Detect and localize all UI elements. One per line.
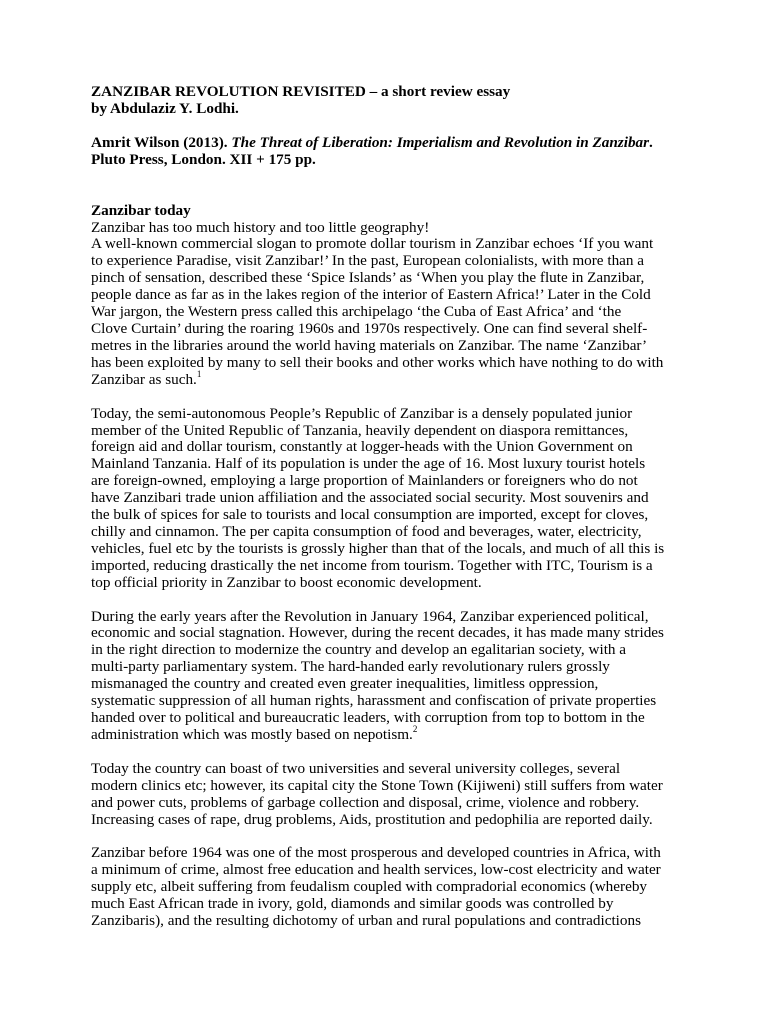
text-line: Zanzibar as such. — [91, 370, 197, 388]
text-line: imported, reducing drastically the net income from tourism. Together with ITC, Tourism is a — [91, 556, 653, 574]
text-line: member of the United Republic of Tanzania, heavily dependent on diaspora remittances, — [91, 421, 629, 439]
section-heading: Zanzibar today — [91, 201, 191, 219]
citation-book-title: The Threat of Liberation: Imperialism and Revolution in Zanzibar — [231, 133, 650, 151]
text-line: Today the country can boast of two universities and several university colleges, several — [91, 759, 621, 777]
text-line: Clove Curtain’ during the roaring 1960s and 1970s respectively. One can find several shelf- — [91, 319, 648, 337]
text-line: to experience Paradise, visit Zanzibar!’ In the past, European colonialists, with more than a — [91, 252, 645, 270]
text-line: administration which was mostly based on nepotism. — [91, 725, 413, 743]
text-line: top official priority in Zanzibar to boost economic development. — [91, 573, 482, 591]
text-line: metres in the libraries around the world having materials on Zanzibar. The name ‘Zanzibar’ — [91, 336, 648, 354]
text-line: Zanzibar before 1964 was one of the most prosperous and developed countries in Africa, with — [91, 844, 661, 862]
text-line: the bulk of spices for sale to tourists and local consumption are imported, except for cloves, — [91, 506, 649, 524]
title-line: ZANZIBAR REVOLUTION REVISITED – a short review essay — [91, 83, 511, 100]
text-line: supply etc, albeit suffering from feudalism coupled with compradorial economics (whereby — [91, 878, 648, 896]
text-line: vehicles, fuel etc by the tourists is grossly higher than that of the locals, and much of all this is — [91, 539, 665, 557]
text-line: people dance as far as in the lakes region of the interior of Eastern Africa!’ Later in the Cold — [91, 286, 651, 304]
text-line: A well-known commercial slogan to promote dollar tourism in Zanzibar echoes ‘If you want — [91, 235, 654, 253]
citation-publisher: Pluto Press, London. XII + 175 pp. — [91, 150, 316, 168]
text-line: and power cuts, problems of garbage collection and disposal, crime, violence and robbery. — [91, 793, 640, 811]
citation-author-year: Amrit Wilson (2013). — [91, 133, 232, 151]
text-line: Zanzibaris), and the resulting dichotomy of urban and rural populations and contradictions — [91, 912, 641, 930]
citation-title-period: . — [649, 133, 653, 151]
text-line: War jargon, the Western press called this archipelago ‘the Cuba of East Africa’ and ‘the — [91, 303, 622, 321]
text-line: systematic suppression of all human rights, harassment and confiscation of private properties — [91, 692, 657, 710]
text-line: During the early years after the Revolution in January 1964, Zanzibar experienced political, — [91, 607, 649, 625]
text-line: are foreign-owned, employing a large proportion of Mainlanders or foreigners who do not — [91, 472, 638, 490]
text-line: economic and social stagnation. However, during the recent decades, it has made many strides — [91, 624, 664, 642]
footnote-ref-2[interactable]: 2 — [412, 723, 418, 734]
text-line: foreign aid and dollar tourism, constantly at logger-heads with the Union Government on — [91, 438, 633, 456]
text-line: Mainland Tanzania. Half of its population is under the age of 16. Most luxury tourist hotels — [91, 455, 646, 473]
text-line: Today, the semi-autonomous People’s Republic of Zanzibar is a densely populated junior — [91, 404, 633, 422]
text-line: have Zanzibari trade union affiliation and the associated social security. Most souvenirs and — [91, 489, 649, 507]
text-line: multi-party parliamentary system. The hard-handed early revolutionary rulers grossly — [91, 658, 610, 676]
paragraph-3 — [91, 609, 691, 744]
paragraph-5 — [91, 845, 691, 930]
text-line: pinch of sensation, described these ‘Spice Islands’ as ‘When you play the flute in Zanzibar, — [91, 269, 645, 287]
paragraph-2 — [91, 406, 691, 592]
text-line: Increasing cases of rape, drug problems, Aids, prostitution and pedophilia are reported daily. — [91, 810, 653, 828]
text-line: has been exploited by many to sell their books and other works which have nothing to do with — [91, 353, 664, 371]
text-line: modern clinics etc; however, its capital city the Stone Town (Kijiweni) still suffers from water — [91, 776, 663, 794]
text-line: chilly and cinnamon. The per capita consumption of food and beverages, water, electricity, — [91, 522, 642, 540]
paragraph-1 — [91, 220, 691, 389]
text-line: a minimum of crime, almost free education and health services, low-cost electricity and water — [91, 861, 661, 879]
paragraph-4 — [91, 761, 691, 829]
book-citation — [91, 135, 691, 169]
author-line: by Abdulaziz Y. Lodhi. — [91, 99, 239, 117]
text-line: much East African trade in ivory, gold, diamonds and similar goods was controlled by — [91, 895, 614, 913]
text-line: in the right direction to modernize the country and develop an egalitarian society, with a — [91, 641, 627, 659]
document-body — [91, 84, 691, 930]
text-line: handed over to political and bureaucratic leaders, with corruption from top to bottom in the — [91, 709, 645, 726]
text-line: Zanzibar has too much history and too little geography! — [91, 218, 430, 236]
essay-title — [91, 84, 691, 118]
footnote-ref-1[interactable]: 1 — [196, 368, 202, 379]
text-line: mismanaged the country and created even greater inequalities, limitless oppression, — [91, 675, 599, 693]
